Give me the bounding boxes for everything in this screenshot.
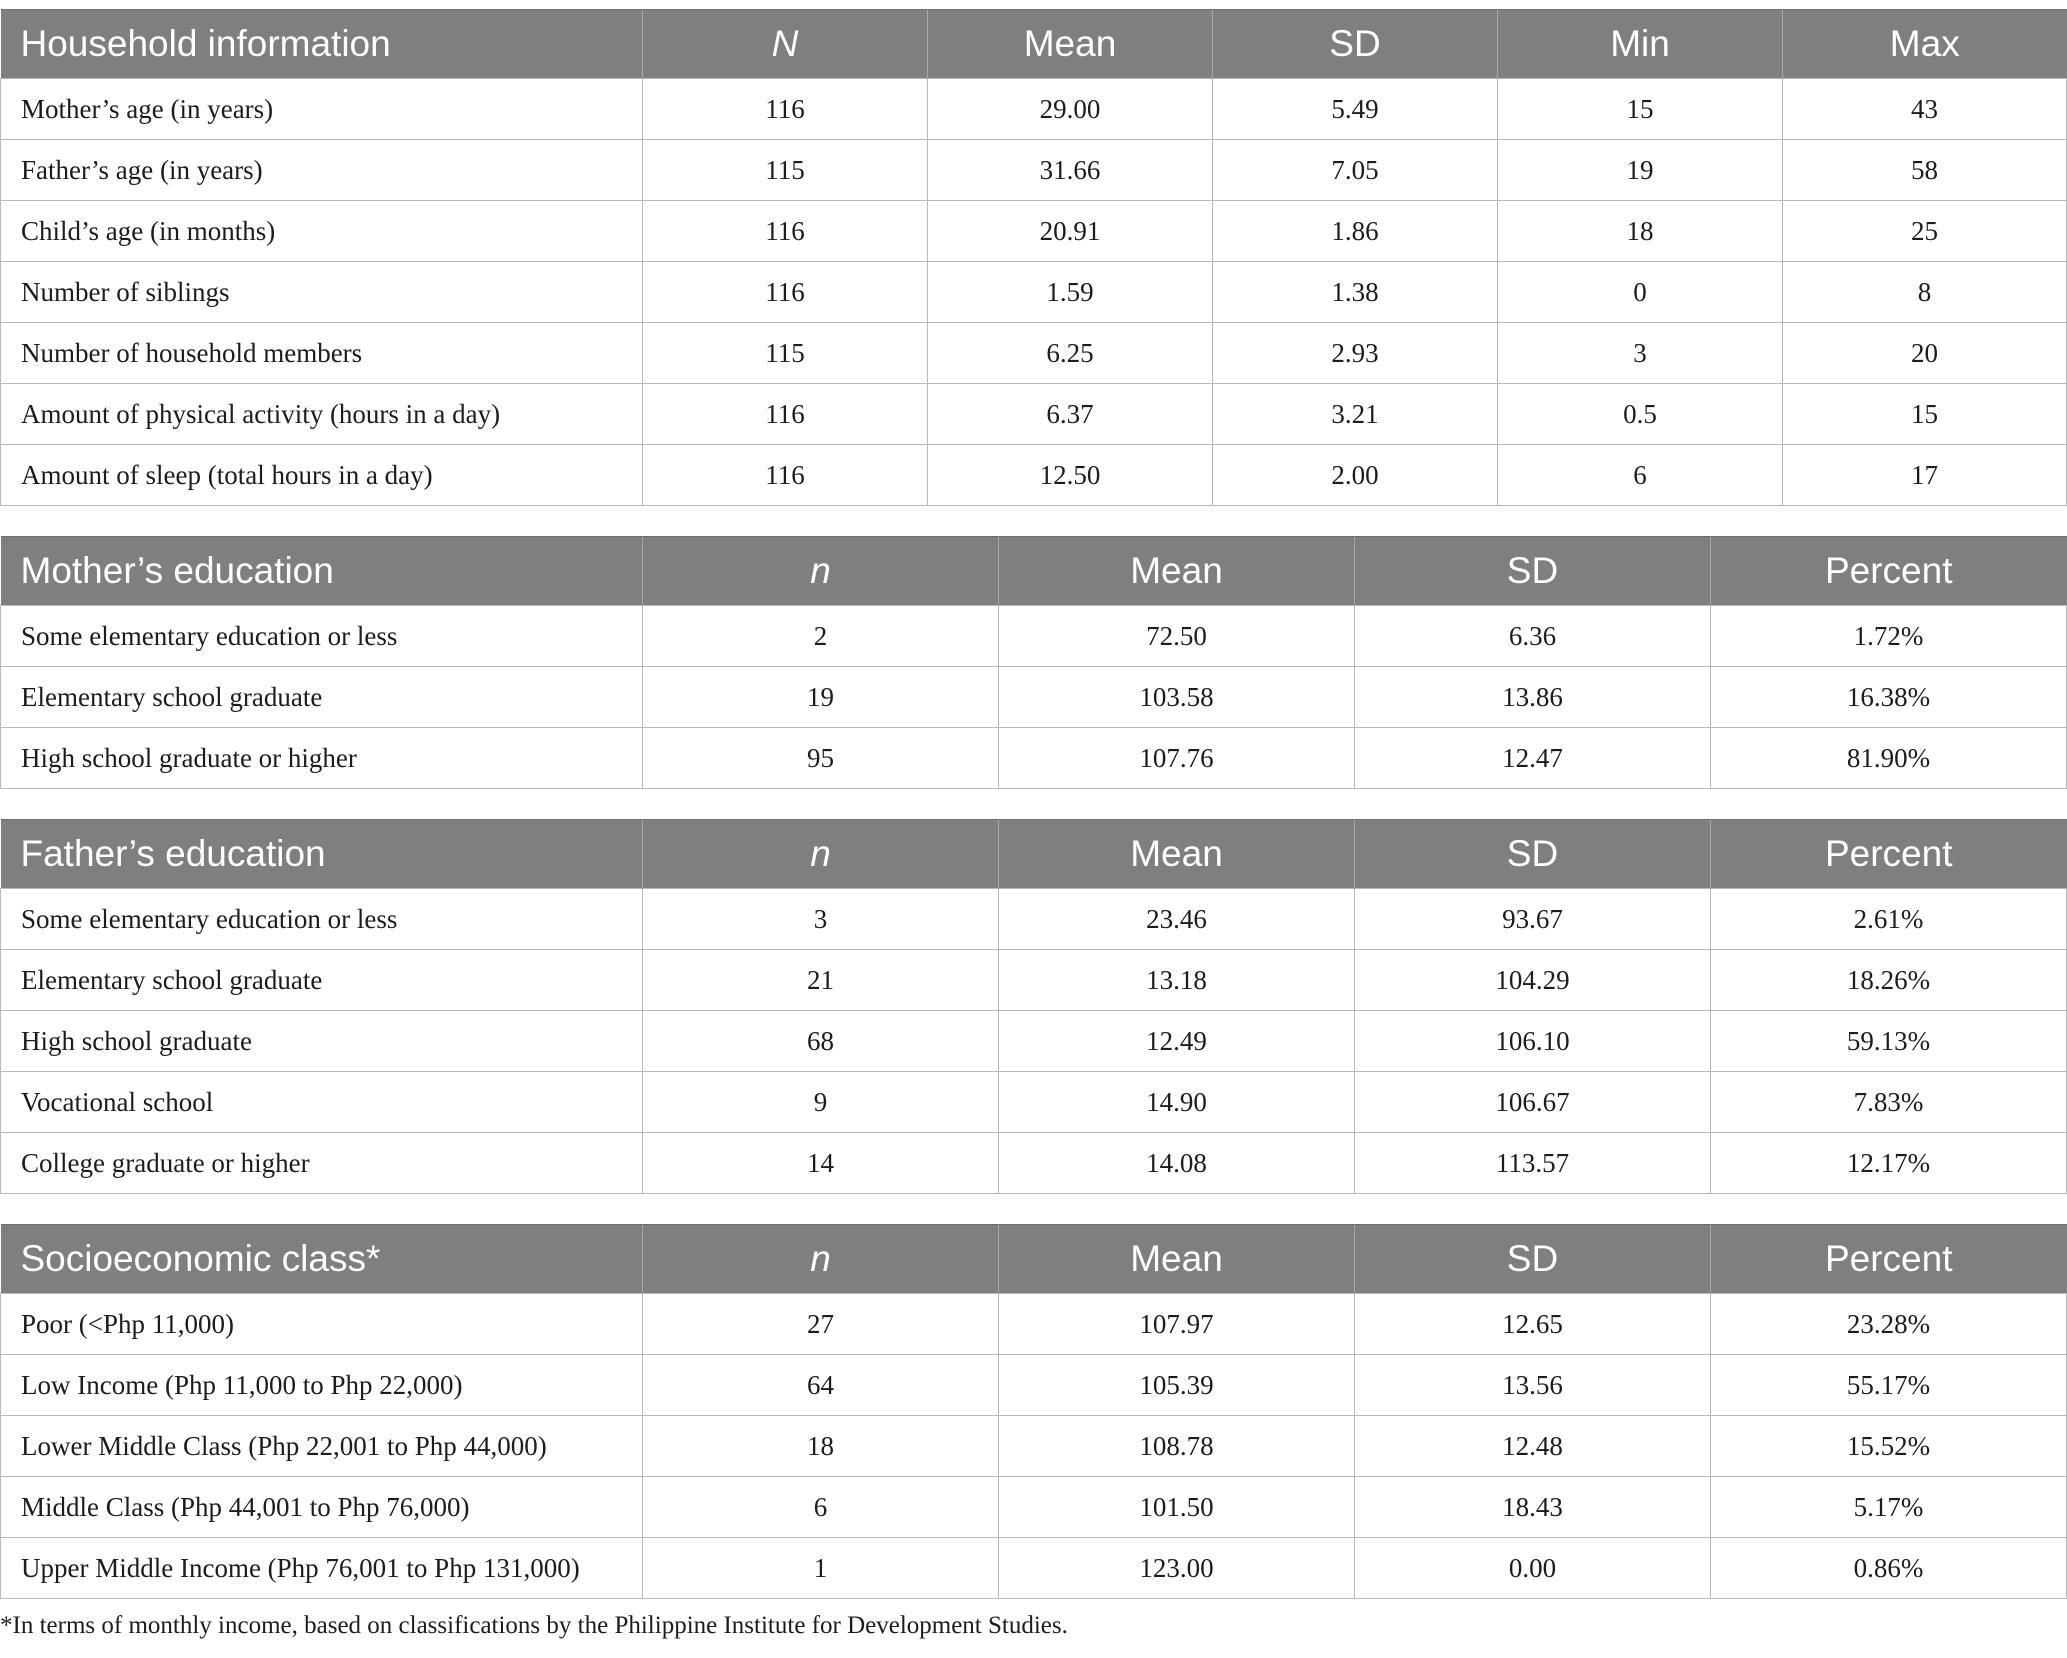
row-label-cell: Mother’s age (in years) [1, 79, 643, 140]
row-label-cell: Father’s age (in years) [1, 140, 643, 201]
table-cell: 107.76 [999, 728, 1355, 789]
table-cell: 1.72% [1711, 606, 2067, 667]
table-cell: 12.65 [1355, 1294, 1711, 1355]
table-cell: 19 [1498, 140, 1783, 201]
table-cell: 13.18 [999, 950, 1355, 1011]
column-header-percent: Percent [1711, 537, 2067, 606]
table-row [1, 262, 2067, 323]
table-row [1, 1477, 2067, 1538]
table-row [1, 606, 2067, 667]
column-header-min: Min [1498, 10, 1783, 79]
column-header-mean: Mean [999, 537, 1355, 606]
table-cell: 2.00 [1213, 445, 1498, 506]
row-label-cell: Elementary school graduate [1, 950, 643, 1011]
column-header-mean: Mean [999, 820, 1355, 889]
table-cell: 116 [643, 79, 928, 140]
table-cell: 64 [643, 1355, 999, 1416]
column-header-sd: SD [1213, 10, 1498, 79]
table-cell: 0.86% [1711, 1538, 2067, 1599]
table-cell: 108.78 [999, 1416, 1355, 1477]
table-cell: 2 [643, 606, 999, 667]
table-cell: 59.13% [1711, 1011, 2067, 1072]
table-cell: 15.52% [1711, 1416, 2067, 1477]
table-cell: 103.58 [999, 667, 1355, 728]
table-cell: 18.26% [1711, 950, 2067, 1011]
table-cell: 9 [643, 1072, 999, 1133]
row-label-cell: Number of siblings [1, 262, 643, 323]
table-cell: 1.86 [1213, 201, 1498, 262]
row-label-cell: Elementary school graduate [1, 667, 643, 728]
table-cell: 12.17% [1711, 1133, 2067, 1194]
column-header-category: Father’s education [1, 820, 643, 889]
table-cell: 15 [1783, 384, 2067, 445]
column-header-n: n [643, 820, 999, 889]
column-header-sd: SD [1355, 1225, 1711, 1294]
table-cell: 6 [643, 1477, 999, 1538]
table-cell: 29.00 [928, 79, 1213, 140]
table-cell: 6.36 [1355, 606, 1711, 667]
row-label-cell: High school graduate or higher [1, 728, 643, 789]
row-label-cell: Upper Middle Income (Php 76,001 to Php 131,000) [1, 1538, 643, 1599]
table-cell: 104.29 [1355, 950, 1711, 1011]
table-cell: 19 [643, 667, 999, 728]
table-cell: 6 [1498, 445, 1783, 506]
table-row [1, 950, 2067, 1011]
table-cell: 0.00 [1355, 1538, 1711, 1599]
table-row [1, 445, 2067, 506]
row-label-cell: Some elementary education or less [1, 889, 643, 950]
table-row [1, 1133, 2067, 1194]
table-cell: 43 [1783, 79, 2067, 140]
table-cell: 55.17% [1711, 1355, 2067, 1416]
table-row [1, 1538, 2067, 1599]
table-cell: 2.61% [1711, 889, 2067, 950]
table-cell: 14.08 [999, 1133, 1355, 1194]
table-cell: 12.50 [928, 445, 1213, 506]
row-label-cell: Some elementary education or less [1, 606, 643, 667]
table-row [1, 1072, 2067, 1133]
column-header-category: Mother’s education [1, 537, 643, 606]
row-label-cell: Amount of sleep (total hours in a day) [1, 445, 643, 506]
table-cell: 23.28% [1711, 1294, 2067, 1355]
table-cell: 0.5 [1498, 384, 1783, 445]
column-header-n: N [643, 10, 928, 79]
table-cell: 15 [1498, 79, 1783, 140]
row-label-cell: Middle Class (Php 44,001 to Php 76,000) [1, 1477, 643, 1538]
row-label-cell: Poor (<Php 11,000) [1, 1294, 643, 1355]
table-cell: 116 [643, 445, 928, 506]
table-cell: 106.67 [1355, 1072, 1711, 1133]
table-row [1, 384, 2067, 445]
table-cell: 58 [1783, 140, 2067, 201]
column-header-category: Socioeconomic class* [1, 1225, 643, 1294]
table-header-row [1, 820, 2067, 889]
table-row [1, 889, 2067, 950]
row-label-cell: College graduate or higher [1, 1133, 643, 1194]
table-header-row [1, 537, 2067, 606]
row-label-cell: Child’s age (in months) [1, 201, 643, 262]
table-cell: 12.49 [999, 1011, 1355, 1072]
column-header-percent: Percent [1711, 1225, 2067, 1294]
column-header-sd: SD [1355, 537, 1711, 606]
table-footnote: *In terms of monthly income, based on classifications by the Philippine Institute for Development Studies. [0, 1612, 1068, 1639]
table-cell: 3 [1498, 323, 1783, 384]
table-cell: 106.10 [1355, 1011, 1711, 1072]
table-row [1, 1416, 2067, 1477]
row-label-cell: Lower Middle Class (Php 22,001 to Php 44,000) [1, 1416, 643, 1477]
table-cell: 1.59 [928, 262, 1213, 323]
table-cell: 123.00 [999, 1538, 1355, 1599]
table-cell: 101.50 [999, 1477, 1355, 1538]
table-cell: 12.48 [1355, 1416, 1711, 1477]
row-label-cell: Amount of physical activity (hours in a day) [1, 384, 643, 445]
table-cell: 18.43 [1355, 1477, 1711, 1538]
table-cell: 14.90 [999, 1072, 1355, 1133]
table-cell: 2.93 [1213, 323, 1498, 384]
table-row [1, 1294, 2067, 1355]
table-cell: 116 [643, 201, 928, 262]
column-header-n: n [643, 537, 999, 606]
table-cell: 81.90% [1711, 728, 2067, 789]
table-cell: 23.46 [999, 889, 1355, 950]
column-header-sd: SD [1355, 820, 1711, 889]
column-header-mean: Mean [928, 10, 1213, 79]
table-cell: 31.66 [928, 140, 1213, 201]
table-cell: 8 [1783, 262, 2067, 323]
table-cell: 12.47 [1355, 728, 1711, 789]
table-cell: 20.91 [928, 201, 1213, 262]
row-label-cell: Low Income (Php 11,000 to Php 22,000) [1, 1355, 643, 1416]
row-label-cell: Number of household members [1, 323, 643, 384]
table-cell: 13.86 [1355, 667, 1711, 728]
table-cell: 18 [643, 1416, 999, 1477]
table-header-row [1, 1225, 2067, 1294]
table-cell: 7.05 [1213, 140, 1498, 201]
table-row [1, 201, 2067, 262]
table-cell: 5.49 [1213, 79, 1498, 140]
table-cell: 3.21 [1213, 384, 1498, 445]
table-row [1, 1355, 2067, 1416]
table-row [1, 79, 2067, 140]
table-cell: 93.67 [1355, 889, 1711, 950]
table-cell: 105.39 [999, 1355, 1355, 1416]
table-row [1, 728, 2067, 789]
table-cell: 72.50 [999, 606, 1355, 667]
table-cell: 3 [643, 889, 999, 950]
socioeconomic-class-table [0, 1224, 2067, 1599]
table-row [1, 323, 2067, 384]
household-information-table [0, 9, 2067, 506]
column-header-mean: Mean [999, 1225, 1355, 1294]
table-cell: 18 [1498, 201, 1783, 262]
table-cell: 17 [1783, 445, 2067, 506]
table-cell: 14 [643, 1133, 999, 1194]
father-education-table [0, 819, 2067, 1194]
column-header-category: Household information [1, 10, 643, 79]
table-cell: 6.37 [928, 384, 1213, 445]
table-cell: 116 [643, 384, 928, 445]
table-cell: 107.97 [999, 1294, 1355, 1355]
table-cell: 0 [1498, 262, 1783, 323]
table-cell: 13.56 [1355, 1355, 1711, 1416]
table-cell: 21 [643, 950, 999, 1011]
table-cell: 20 [1783, 323, 2067, 384]
column-header-percent: Percent [1711, 820, 2067, 889]
column-header-max: Max [1783, 10, 2067, 79]
table-cell: 113.57 [1355, 1133, 1711, 1194]
table-cell: 6.25 [928, 323, 1213, 384]
table-cell: 7.83% [1711, 1072, 2067, 1133]
table-row [1, 140, 2067, 201]
table-cell: 5.17% [1711, 1477, 2067, 1538]
table-cell: 27 [643, 1294, 999, 1355]
table-cell: 25 [1783, 201, 2067, 262]
table-row [1, 1011, 2067, 1072]
table-cell: 68 [643, 1011, 999, 1072]
table-cell: 115 [643, 140, 928, 201]
table-cell: 16.38% [1711, 667, 2067, 728]
column-header-n: n [643, 1225, 999, 1294]
row-label-cell: Vocational school [1, 1072, 643, 1133]
mother-education-table [0, 536, 2067, 789]
table-cell: 95 [643, 728, 999, 789]
table-header-row [1, 10, 2067, 79]
table-cell: 115 [643, 323, 928, 384]
table-cell: 116 [643, 262, 928, 323]
table-row [1, 667, 2067, 728]
table-cell: 1 [643, 1538, 999, 1599]
table-cell: 1.38 [1213, 262, 1498, 323]
row-label-cell: High school graduate [1, 1011, 643, 1072]
